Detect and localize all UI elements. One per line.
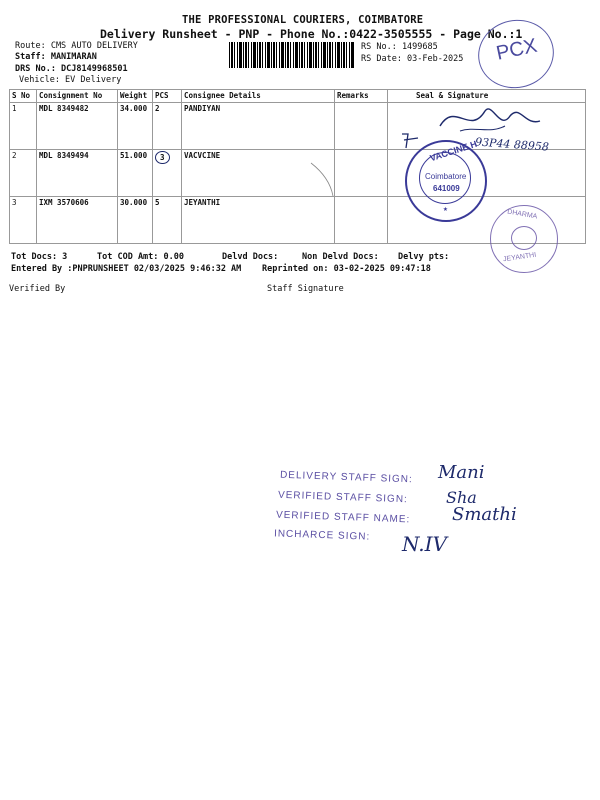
cell-pcs <box>153 150 182 197</box>
delivery-points: Delvy pts: <box>398 252 450 262</box>
col-sno: S No <box>10 90 37 103</box>
runsheet-title: Delivery Runsheet - PNP - Phone No.:0422-3505555 - Page No.:1 <box>100 27 523 41</box>
verified-staff-sign-label: VERIFIED STAFF SIGN: <box>277 489 408 506</box>
cell-pcs: 2 <box>153 103 182 150</box>
circled-pcs: 3 <box>155 151 170 164</box>
vaccine-stamp-top: VACCINE H <box>428 138 479 164</box>
col-remarks: Remarks <box>335 90 388 103</box>
cell-remarks <box>335 103 388 150</box>
cell-consignee: JEYANTHI <box>182 197 335 244</box>
staff-label: Staff: MANIMARAN <box>15 52 97 62</box>
rs-number: RS No.: 1499685 <box>361 42 438 52</box>
col-seal: Seal & Signature <box>388 90 586 103</box>
non-delivered-docs: Non Delvd Docs: <box>302 252 379 262</box>
total-cod-amount: Tot COD Amt: 0.00 <box>97 252 184 262</box>
handwritten-verified-sign: Sha <box>446 488 477 507</box>
cell-consignment: MDL 8349494 <box>37 150 118 197</box>
table-row <box>10 150 586 197</box>
cell-weight: 30.000 <box>118 197 153 244</box>
dharma-stamp <box>490 205 558 273</box>
star-icon: ★ <box>443 204 448 213</box>
cell-remarks <box>335 197 388 244</box>
cell-sno: 3 <box>10 197 37 244</box>
delivered-docs: Delvd Docs: <box>222 252 279 262</box>
vehicle-label: Vehicle: EV Delivery <box>19 75 122 85</box>
handwritten-phone: 93P44 88958 <box>474 135 550 154</box>
drs-number: DRS No.: DCJ8149968501 <box>15 64 128 74</box>
delivery-staff-sign-label: DELIVERY STAFF SIGN: <box>279 469 413 486</box>
cell-weight: 51.000 <box>118 150 153 197</box>
staff-signature-label: Staff Signature <box>267 284 344 294</box>
pcx-stamp-text: PCX <box>494 34 540 65</box>
handwritten-incharge-sign: N.IV <box>402 532 447 556</box>
col-consignment: Consignment No <box>37 90 118 103</box>
cell-pcs: 5 <box>153 197 182 244</box>
total-docs: Tot Docs: 3 <box>11 252 68 262</box>
route-label: Route: CMS AUTO DELIVERY <box>15 41 138 51</box>
col-weight: Weight <box>118 90 153 103</box>
cell-weight: 34.000 <box>118 103 153 150</box>
rs-date: RS Date: 03-Feb-2025 <box>361 54 464 64</box>
verified-by-label: Verified By <box>9 284 66 294</box>
pcx-stamp <box>472 13 560 95</box>
dharma-stamp-top: DHARMA <box>506 208 538 221</box>
handwritten-delivery-sign: Mani <box>438 462 485 483</box>
dharma-stamp-emblem <box>511 226 537 250</box>
col-consignee: Consignee Details <box>182 90 335 103</box>
cell-consignment: IXM 3570606 <box>37 197 118 244</box>
cell-consignment: MDL 8349482 <box>37 103 118 150</box>
dharma-stamp-bottom: JEYANTHI <box>502 251 537 264</box>
entered-by: Entered By :PNPRUNSHEET 02/03/2025 9:46:32 AM <box>11 264 242 274</box>
cell-sno: 2 <box>10 150 37 197</box>
vaccine-stamp-city: Coimbatore <box>425 172 467 181</box>
incharge-sign-label: INCHARCE SIGN: <box>273 528 371 543</box>
vaccine-stamp-pin: 641009 <box>433 184 460 193</box>
cell-consignee: VACVCINE <box>182 150 335 197</box>
handwritten-staff-name: Smathi <box>452 504 517 525</box>
col-pcs: PCS <box>153 90 182 103</box>
cell-remarks <box>335 150 388 197</box>
vaccine-stamp <box>405 140 487 222</box>
company-title: THE PROFESSIONAL COURIERS, COIMBATORE <box>182 14 424 26</box>
cell-sno: 1 <box>10 103 37 150</box>
cell-consignee: PANDIYAN <box>182 103 335 150</box>
pencil-stroke <box>308 160 338 200</box>
barcode <box>229 42 355 68</box>
verified-staff-name-label: VERIFIED STAFF NAME: <box>275 509 411 526</box>
reprinted-on: Reprinted on: 03-02-2025 09:47:18 <box>262 264 431 274</box>
